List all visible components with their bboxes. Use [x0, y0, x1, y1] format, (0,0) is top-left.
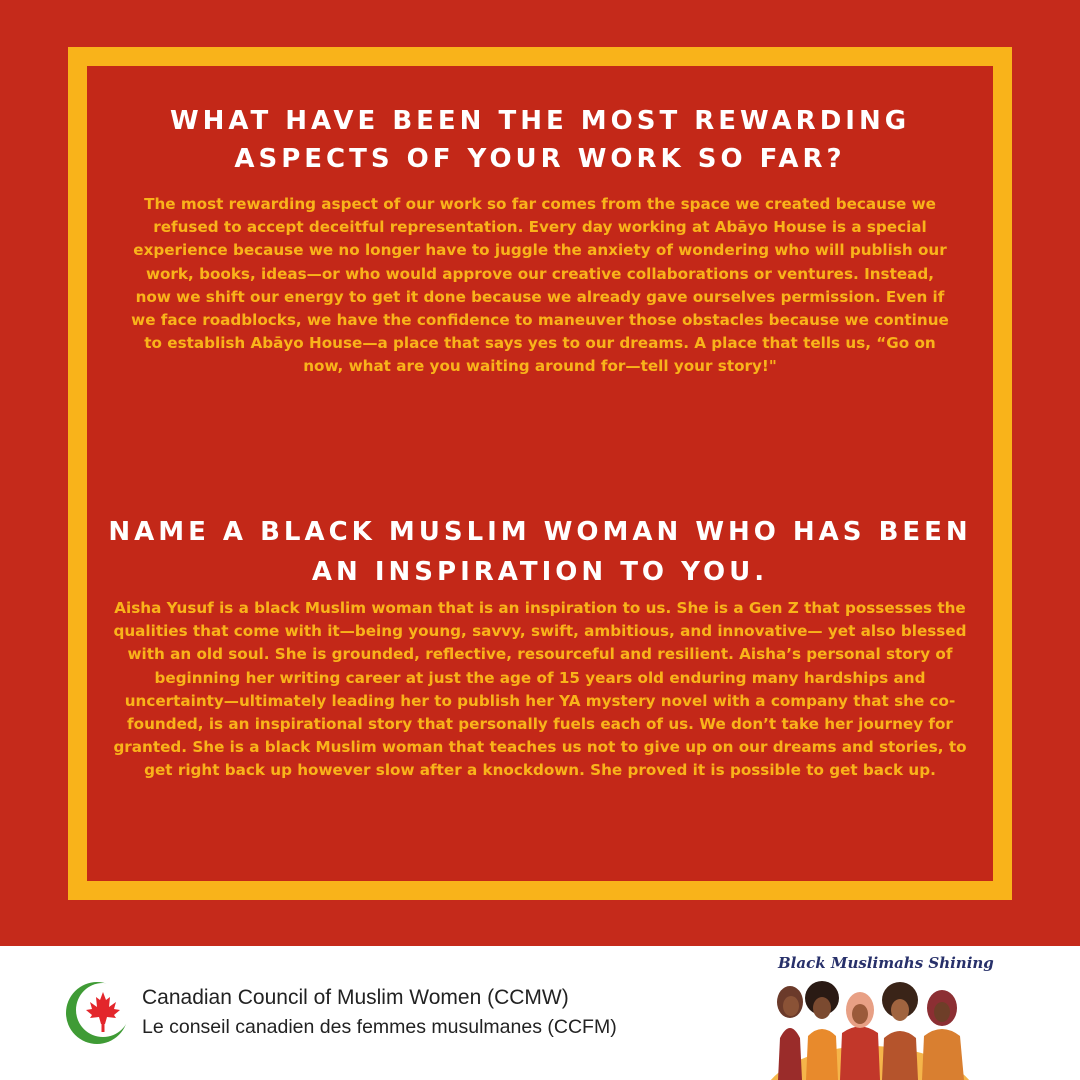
org-name-english: Canadian Council of Muslim Women (CCMW)	[142, 986, 569, 1009]
women-group-illustration	[770, 978, 980, 1080]
question-2-answer: Aisha Yusuf is a black Muslim woman that is an inspiration to us. She is a Gen Z that possesses the qualities that come with it—being young, savvy, swift, ambitious, and innovative— yet also blessed with an old soul. She is grounded, reflective, resourceful and resilient. Aisha’s personal story of beginning her writing career at just the age of 15 years old enduring many hardships and uncertainty—ultimately leading her to publish her YA mystery novel with a company that she co-founded, is an inspirational story that personally fuels each of us. We don’t take her journey for granted. She is a black Muslim woman that teaches us not to give up on our dreams and stories, to get right back up however slow after a knockdown. She proved it is possible to get back up.	[113, 599, 967, 780]
campaign-title: Black Muslimahs Shining	[778, 954, 994, 972]
question-2-heading: NAME A BLACK MUSLIM WOMAN WHO HAS BEEN AN INSPIRATION TO YOU.	[108, 517, 972, 587]
woman-figure-5	[922, 990, 964, 1080]
question-1-heading: WHAT HAVE BEEN THE MOST REWARDING ASPECTS OF YOUR WORK SO FAR?	[169, 106, 911, 174]
content-frame	[68, 47, 1012, 900]
crescent-maple-leaf-icon	[64, 980, 130, 1046]
question-1-answer: The most rewarding aspect of our work so far comes from the space we created because we refused to accept deceitful representation. Every day working at Abāyo House is a special experience because we no longer have to juggle the anxiety of wondering who will publish our work, books, ideas—or who would approve our creative collaborations or ventures. Instead, now we shift our energy to get it done because we already gave ourselves permission. Even if we face roadblocks, we have the confidence to maneuver those obstacles because we continue to establish Abāyo House—a place that says yes to our dreams. A place that tells us, “Go on now, what are you waiting around for—tell your story!"	[131, 195, 949, 376]
woman-figure-2	[805, 981, 839, 1080]
woman-figure-4	[882, 982, 918, 1080]
org-name-french: Le conseil canadien des femmes musulmanes (CCFM)	[142, 1016, 617, 1038]
woman-figure-3	[840, 992, 880, 1080]
woman-figure-1	[777, 986, 803, 1080]
footer	[0, 946, 1080, 1080]
